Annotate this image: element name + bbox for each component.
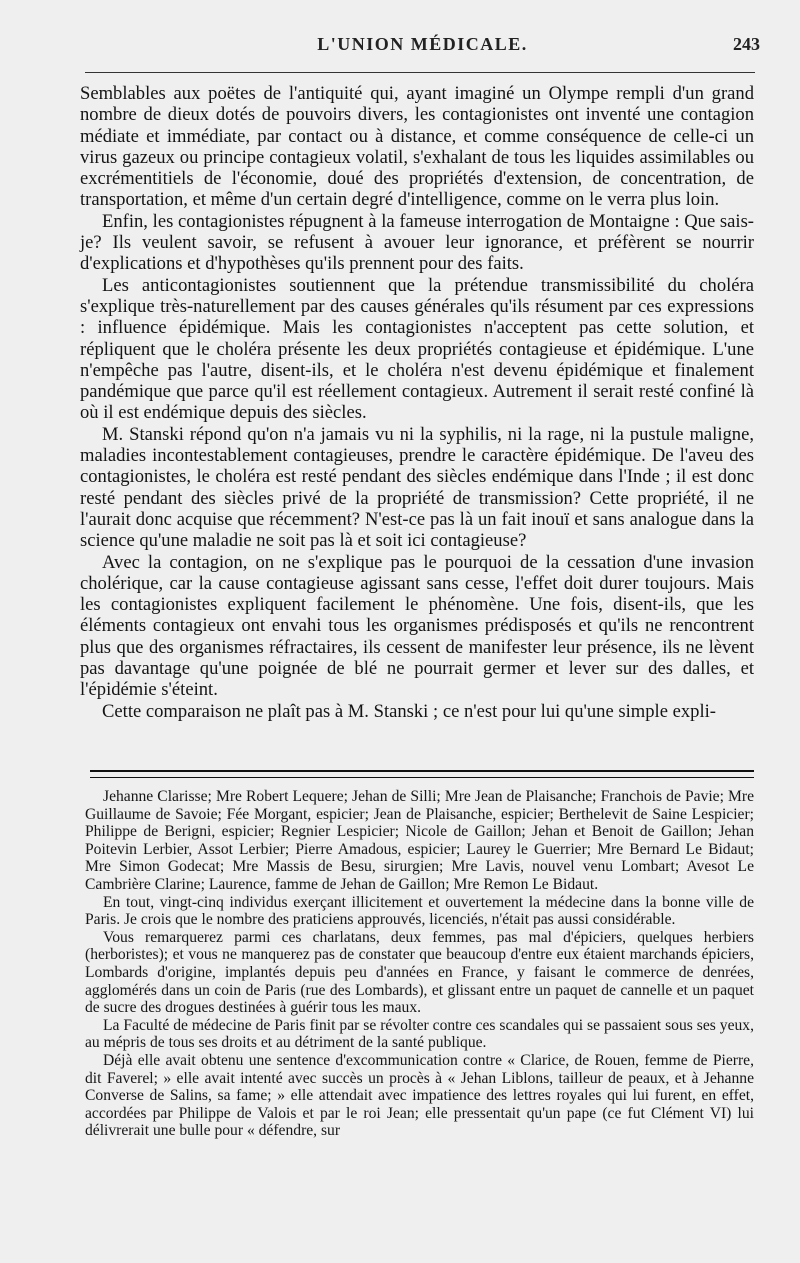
page-number: 243 [733,34,760,54]
main-paragraph: Semblables aux poëtes de l'antiquité qui, ayant imaginé un Olympe rempli d'un grand nombre de dieux dotés de pouvoirs divers, les contagionistes ont inventé une contagion médiate et immédiate, par contact ou à distance, et comme conséquence de celle-ci un virus gazeux ou principe contagieux volatil, s'exhalant de tous les liquides assimilables ou excrémentitiels de l'économie, doué des propriétés d'extension, de concentration, de transportation, et même d'un certain degré d'intelligence, comme on le verra plus loin. [80,83,754,211]
feuilleton-paragraph: Déjà elle avait obtenu une sentence d'excommunication contre « Clarice, de Rouen, femme de Pierre, dit Faverel; » elle avait intenté avec succès un procès à « Jehan Liblons, tailleur de peaux, et à Jehanne Converse de Salins, sa fame; » elle attendait avec impatience des lettres royales qui lui furent, en effet, accordées par Philippe de Valois et par le roi Jean; elle pressentait qu'un pape (ce fut Clément VI) lui délivrerait une bulle pour « défendre, sur [85,1051,754,1140]
feuilleton-divider [90,770,754,778]
main-paragraph: Les anticontagionistes soutiennent que la prétendue transmissibilité du choléra s'explique très-naturellement par des causes générales qu'ils résument par ces expressions : influence épidémique. Mais les contagionistes n'acceptent pas cette solution, et répliquent que le choléra présente les deux propriétés contagieuse et épidémique. L'une n'empêche pas l'autre, disent-ils, et le choléra n'est devenu épidémique et finalement pandémique que parce qu'il est réellement contagieux. Autrement il serait resté confiné là où il est endémique depuis des siècles. [80,274,754,424]
running-title: L'UNION MÉDICALE. [317,34,528,54]
feuilleton-paragraph: Vous remarquerez parmi ces charlatans, deux femmes, pas mal d'épiciers, quelques herbiers (herboristes); et vous ne manquerez pas de constater que beaucoup d'entre eux étaient marchands épiciers, Lombards d'origine, implantés depuis peu d'années en France, y faisant le commerce de denrées, agglomérés dans un coin de Paris (rue des Lombards), et glissant entre un paquet de cannelle et un paquet de sucre des drogues destinées à guérir tous les maux. [85,928,754,1017]
main-paragraph: M. Stanski répond qu'on n'a jamais vu ni la syphilis, ni la rage, ni la pustule maligne, maladies incontestablement contagieuses, prendre le caractère épidémique. De l'aveu des contagionistes, le choléra est resté pendant des siècles endémique dans l'Inde ; il est donc resté pendant des siècles privé de la propriété de transmission? Cette propriété, il ne l'aurait donc acquise que récemment? N'est-ce pas là un fait inouï et sans analogue dans la science qu'une maladie ne soit pas là et soit ici contagieuse? [80,423,754,552]
feuilleton-paragraph: La Faculté de médecine de Paris finit par se révolter contre ces scandales qui se passaient sous ses yeux, au mépris de tous ses droits et au détriment de la santé publique. [85,1016,754,1052]
main-paragraph: Cette comparaison ne plaît pas à M. Stanski ; ce n'est pour lui qu'une simple expli- [102,700,716,722]
feuilleton-text [85,788,754,1140]
page-header [85,34,760,62]
feuilleton-paragraph: En tout, vingt-cinq individus exerçant illicitement et ouvertement la médecine dans la bonne ville de Paris. Je crois que le nombre des praticiens approuvés, licenciés, n'était pas aussi considérable. [85,893,754,929]
main-article-text [80,83,754,722]
main-paragraph: Avec la contagion, on ne s'explique pas le pourquoi de la cessation d'une invasion cholérique, car la cause contagieuse agissant sans cesse, l'effet doit durer toujours. Mais les contagionistes expliquent facilement le phénomène. Une fois, disent-ils, que les éléments contagieux ont envahi tous les organismes prédisposés et qu'ils ne rencontrent plus que des organismes réfractaires, ils cessent de manifester leur présence, ils ne lèvent pas davantage qu'une poignée de blé ne pourrait germer et lever sur des dalles, et l'épidémie s'éteint. [80,551,754,701]
header-rule [85,72,755,73]
main-paragraph: Enfin, les contagionistes répugnent à la fameuse interrogation de Montaigne : Que sais-je? Ils veulent savoir, se refusent à avouer leur ignorance, et préfèrent se nourrir d'explications et d'hypothèses qu'ils prennent pour des faits. [80,210,754,275]
feuilleton-paragraph: Jehanne Clarisse; Mre Robert Lequere; Jehan de Silli; Mre Jean de Plaisanche; Franchois de Pavie; Mre Guillaume de Savoie; Fée Morgant, espicier; Jean de Plaisanche, espicier; Berthelevit de Saine Lespicier; Philippe de Berigni, espicier; Regnier Lespicier; Nicole de Gaillon; Jehan et Benoit de Gaillon; Jehan Poitevin Lerbier, Assot Lerbier; Pierre Amadous, espicier; Laurey le Guerrier; Mre Bernard Le Bidaut; Mre Simon Godecat; Mre Massis de Besu, sirurgien; Mre Lavis, nouvel venu Lombart; Avesot Le Cambrière Clarine; Laurence, famme de Jehan de Gaillon; Mre Remon Le Bidaut. [85,788,754,893]
